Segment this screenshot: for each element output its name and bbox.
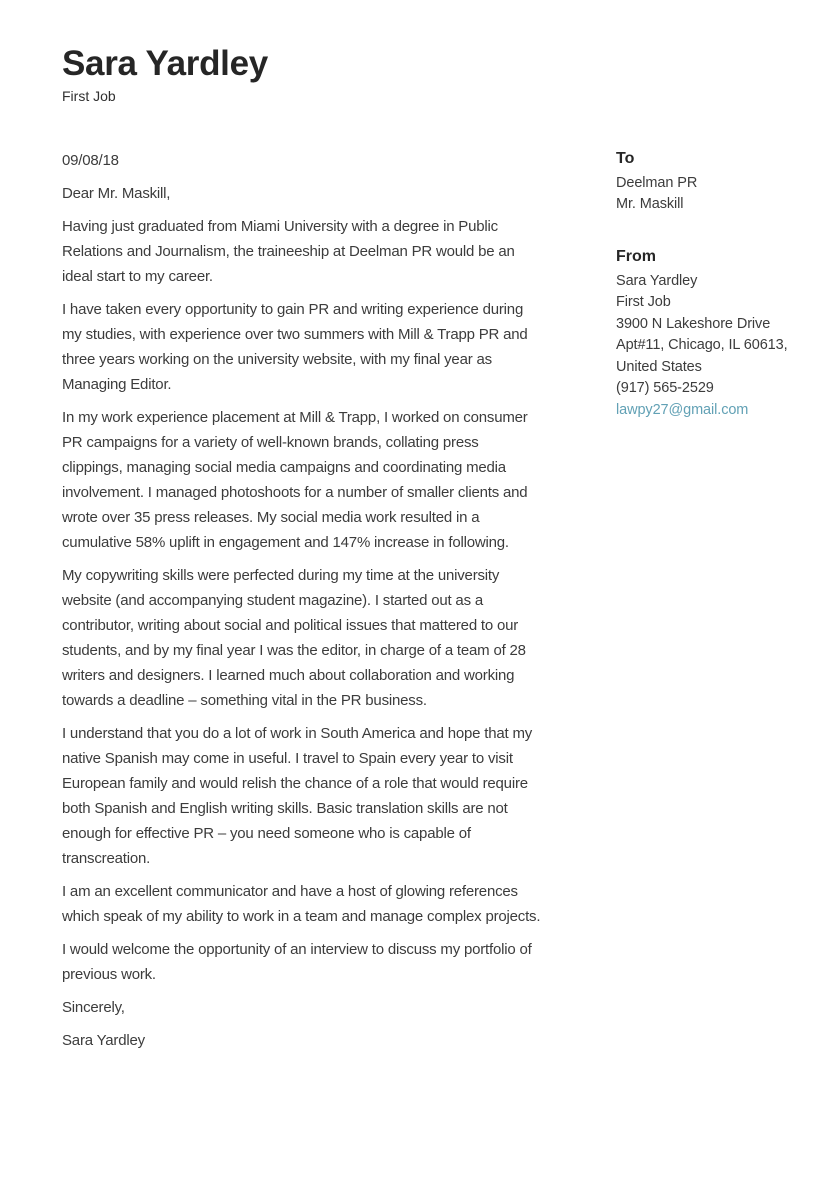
email-link[interactable]: lawpy27@gmail.com [616,401,749,418]
applicant-name: Sara Yardley [62,44,268,83]
from-address-country: United States [616,358,702,375]
letter-paragraph: In my work experience placement at Mill & Trapp, I worked on consumer PR campaigns for a variety of well-known brands, collating press clippings, managing social media campaigns and coordinating media involvement. I managed photoshoots for a number of smaller clients and wrote over 35 press releases. My social media work resulted in a cumulative 58% uplift in engagement and 147% increase in following. [62,408,528,551]
letter-paragraph: I have taken every opportunity to gain PR and writing experience during my studies, with experience over two summers with Mill & Trapp PR and three years working on the university website, with my final year as Managing Editor. [62,300,528,393]
from-heading: From [616,247,656,265]
from-address-city: Apt#11, Chicago, IL 60613, [616,337,788,353]
to-company: Deelman PR [616,174,698,191]
letter-date: 09/08/18 [62,151,119,169]
contact-sidebar [616,148,794,1061]
from-address-street: 3900 N Lakeshore Drive [616,315,771,332]
letter-content [62,148,794,1061]
letter-header [62,45,794,104]
letter-salutation: Dear Mr. Maskill, [62,184,171,202]
from-phone: (917) 565-2529 [616,380,714,396]
letter-body [62,148,542,1061]
letter-paragraph: My copywriting skills were perfected during my time at the university website (and accompanying student magazine). I started out as a contributor, writing about social and political issues that mattered to our students, and by my final year I was the editor, in charge of a team of 28 writers and designers. I learned much about collaboration and working towards a deadline – something vital in the PR business. [62,566,526,709]
to-heading: To [616,149,635,167]
letter-closing: Sincerely, [62,998,125,1016]
to-recipient: Mr. Maskill [616,196,684,212]
letter-signature: Sara Yardley [62,1031,145,1049]
letter-paragraph: I would welcome the opportunity of an interview to discuss my portfolio of previous work. [62,940,532,983]
from-name: Sara Yardley [616,272,698,289]
from-section [616,246,794,422]
letter-paragraph: I understand that you do a lot of work in South America and hope that my native Spanish may come in useful. I travel to Spain every year to visit European family and would relish the chance of a role that would require both Spanish and English writing skills. Basic translation skills are not enough for effective PR – you need someone who is capable of transcreation. [62,724,533,867]
from-job-title: First Job [616,294,671,310]
applicant-job-title: First Job [62,87,116,104]
to-section [616,148,794,216]
letter-paragraph: Having just graduated from Miami University with a degree in Public Relations and Journalism, the traineeship at Deelman PR would be an ideal start to my career. [62,217,515,285]
letter-paragraph: I am an excellent communicator and have a host of glowing references which speak of my ability to work in a team and manage complex projects. [62,882,541,925]
